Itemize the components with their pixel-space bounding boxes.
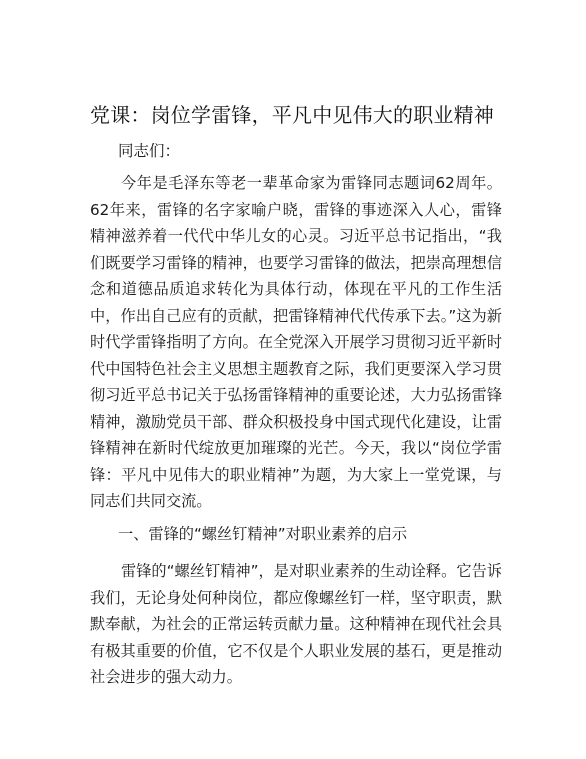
body-paragraph: 今年是毛泽东等老一辈革命家为雷锋同志题词62周年。62年来，雷锋的名字家喻户晓，雷锋的事迹深入人心，雷锋精神滋养着一代代中华儿女的心灵。习近平总书记指出，“我们既要学习雷锋的精神，也要学习雷锋的做法，把崇高理想信念和道德品质追求转化为具体行动，体现在平凡的工作生活中，作出自己应有的贡献，把雷锋精神代代传承下去。”这为新时代学雷锋指明了方向。在全党深入开展学习贯彻习近平新时代中国特色社会主义思想主题教育之际，我们更要深入学习贯彻习近平总书记关于弘扬雷锋精神的重要论述，大力弘扬雷锋精神，激励党员干部、群众积极投身中国式现代化建设，让雷锋精神在新时代绽放更加璀璨的光芒。今天，我以“岗位学雷锋：平凡中见伟大的职业精神”为题，为大家上一堂党课，与同志们共同交流。 xyxy=(90,174,502,510)
section-heading: 一、雷锋的“螺丝钉精神”对职业素养的启示 xyxy=(118,525,408,543)
body-paragraph: 雷锋的“螺丝钉精神”，是对职业素养的生动诠释。它告诉我们，无论身处何种岗位，都应像螺丝钉一样，坚守职责，默默奉献，为社会的正常运转贡献力量。这种精神在现代社会具有极其重要的价值，它不仅是个人职业发展的基石，更是推动社会进步的强大动力。 xyxy=(90,562,502,686)
greeting: 同志们： xyxy=(118,142,181,160)
document-title: 党课：岗位学雷锋，平凡中见伟大的职业精神 xyxy=(90,103,494,127)
